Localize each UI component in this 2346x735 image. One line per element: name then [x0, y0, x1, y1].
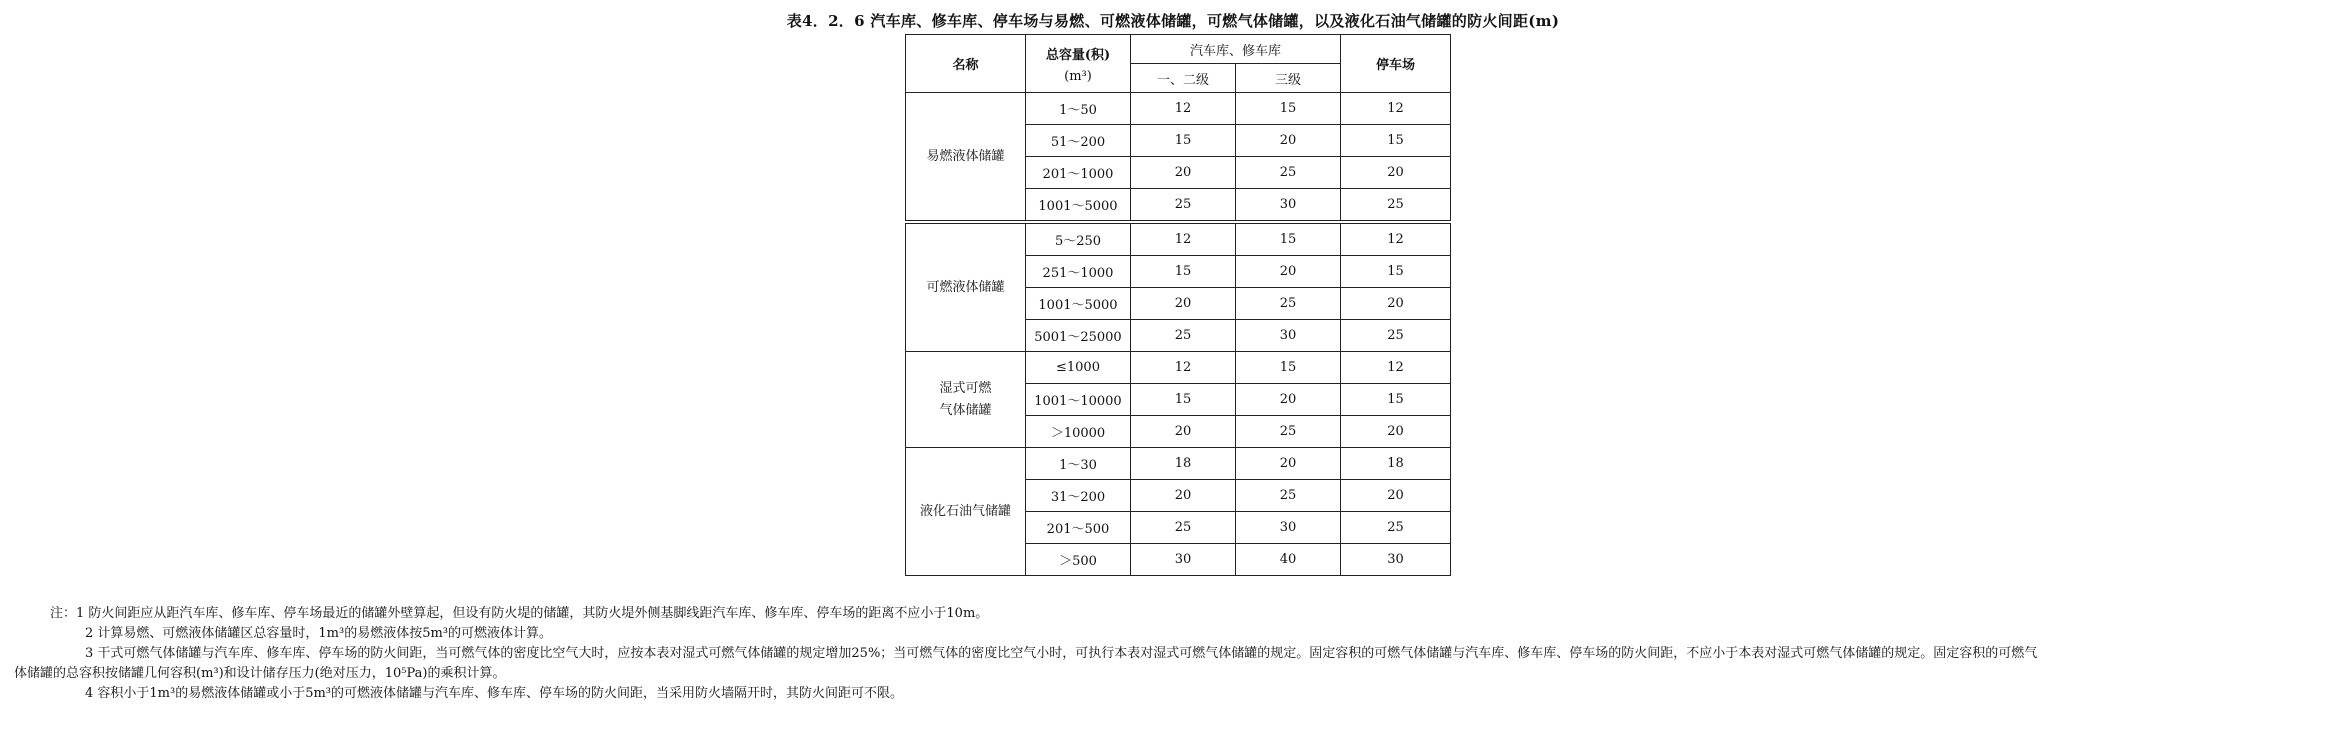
parking-cell: 15: [1341, 125, 1451, 157]
grade12-cell: 20: [1131, 480, 1236, 512]
parking-cell: 20: [1341, 157, 1451, 189]
header-capacity-line2: (m³): [1064, 68, 1092, 84]
parking-cell: 30: [1341, 544, 1451, 576]
capacity-cell: 51～200: [1026, 125, 1131, 157]
parking-cell: 12: [1341, 222, 1451, 256]
grade3-cell: 20: [1236, 125, 1341, 157]
group-name-line1: 湿式可燃: [939, 380, 992, 396]
grade3-cell: 15: [1236, 352, 1341, 384]
parking-cell: 15: [1341, 256, 1451, 288]
parking-cell: 20: [1341, 480, 1451, 512]
grade12-cell: 15: [1131, 384, 1236, 416]
group-name: 易燃液体储罐: [906, 93, 1026, 223]
header-grade12: 一、二级: [1131, 64, 1236, 93]
parking-cell: 25: [1341, 320, 1451, 352]
grade3-cell: 30: [1236, 320, 1341, 352]
note-3-line2: 体储罐的总容积按储罐几何容积(m³)和设计储存压力(绝对压力，10⁵Pa)的乘积计算。: [14, 666, 506, 681]
note-1: 注：1 防火间距应从距汽车库、修车库、停车场最近的储罐外壁算起，但设有防火堤的储罐，其防火堤外侧基脚线距汽车库、修车库、停车场的距离不应小于10m。: [50, 606, 989, 621]
grade3-cell: 30: [1236, 189, 1341, 223]
grade3-cell: 30: [1236, 512, 1341, 544]
grade12-cell: 20: [1131, 288, 1236, 320]
fire-distance-table: [905, 34, 1451, 576]
header-capacity: [1026, 35, 1131, 93]
header-grade3: 三级: [1236, 64, 1341, 93]
header-parking: 停车场: [1341, 35, 1451, 93]
grade12-cell: 12: [1131, 222, 1236, 256]
table-notes: [14, 604, 2340, 704]
grade12-cell: 12: [1131, 93, 1236, 125]
capacity-cell: 31～200: [1026, 480, 1131, 512]
group-name: [906, 352, 1026, 448]
grade12-cell: 25: [1131, 189, 1236, 223]
table-row: [906, 352, 1451, 384]
parking-cell: 15: [1341, 384, 1451, 416]
capacity-cell: 1001～5000: [1026, 288, 1131, 320]
parking-cell: 20: [1341, 416, 1451, 448]
capacity-cell: 5～250: [1026, 222, 1131, 256]
group-name: 可燃液体储罐: [906, 222, 1026, 352]
grade12-cell: 20: [1131, 157, 1236, 189]
capacity-cell: 5001～25000: [1026, 320, 1131, 352]
parking-cell: 20: [1341, 288, 1451, 320]
capacity-cell: 1～30: [1026, 448, 1131, 480]
header-name: 名称: [906, 35, 1026, 93]
note-4: 4 容积小于1m³的易燃液体储罐或小于5m³的可燃液体储罐与汽车库、修车库、停车场的防火间距，当采用防火墙隔开时，其防火间距可不限。: [85, 686, 904, 701]
grade3-cell: 25: [1236, 157, 1341, 189]
table-row: [906, 222, 1451, 256]
grade3-cell: 25: [1236, 288, 1341, 320]
grade12-cell: 18: [1131, 448, 1236, 480]
parking-cell: 25: [1341, 512, 1451, 544]
group-name: 液化石油气储罐: [906, 448, 1026, 576]
grade3-cell: 25: [1236, 416, 1341, 448]
capacity-cell: ＞500: [1026, 544, 1131, 576]
table-title: 表4．2．6 汽车库、修车库、停车场与易燃、可燃液体储罐，可燃气体储罐，以及液化石油气储罐的防火间距(m): [786, 12, 1560, 30]
header-garage: 汽车库、修车库: [1131, 35, 1341, 64]
grade12-cell: 25: [1131, 320, 1236, 352]
note-3-line1: 3 干式可燃气体储罐与汽车库、修车库、停车场的防火间距，当可燃气体的密度比空气大时，应按本表对湿式可燃气体储罐的规定增加25%；当可燃气体的密度比空气小时，可执行本表对湿式可燃气体储罐的规定。固定容积的可燃气体储罐与汽车库、修车库、停车场的防火间距，不应小于本表对湿式可燃气体储罐的规定。固定容积的可燃气: [85, 646, 2038, 661]
capacity-cell: 1001～5000: [1026, 189, 1131, 223]
grade12-cell: 20: [1131, 416, 1236, 448]
parking-cell: 12: [1341, 93, 1451, 125]
table-row: [906, 93, 1451, 125]
note-2: 2 计算易燃、可燃液体储罐区总容量时，1m³的易燃液体按5m³的可燃液体计算。: [85, 626, 553, 641]
capacity-cell: 1001～10000: [1026, 384, 1131, 416]
grade12-cell: 30: [1131, 544, 1236, 576]
grade3-cell: 15: [1236, 93, 1341, 125]
parking-cell: 18: [1341, 448, 1451, 480]
grade12-cell: 15: [1131, 256, 1236, 288]
grade12-cell: 25: [1131, 512, 1236, 544]
capacity-cell: 201～500: [1026, 512, 1131, 544]
grade3-cell: 15: [1236, 222, 1341, 256]
capacity-cell: ＞10000: [1026, 416, 1131, 448]
capacity-cell: ≤1000: [1026, 352, 1131, 384]
parking-cell: 12: [1341, 352, 1451, 384]
grade3-cell: 40: [1236, 544, 1341, 576]
capacity-cell: 201～1000: [1026, 157, 1131, 189]
group-name-line2: 气体储罐: [939, 402, 992, 418]
capacity-cell: 251～1000: [1026, 256, 1131, 288]
grade12-cell: 12: [1131, 352, 1236, 384]
parking-cell: 25: [1341, 189, 1451, 223]
grade3-cell: 20: [1236, 256, 1341, 288]
grade3-cell: 20: [1236, 384, 1341, 416]
header-capacity-line1: 总容量(积): [1045, 47, 1111, 63]
grade3-cell: 25: [1236, 480, 1341, 512]
grade12-cell: 15: [1131, 125, 1236, 157]
capacity-cell: 1～50: [1026, 93, 1131, 125]
grade3-cell: 20: [1236, 448, 1341, 480]
table-row: [906, 448, 1451, 480]
